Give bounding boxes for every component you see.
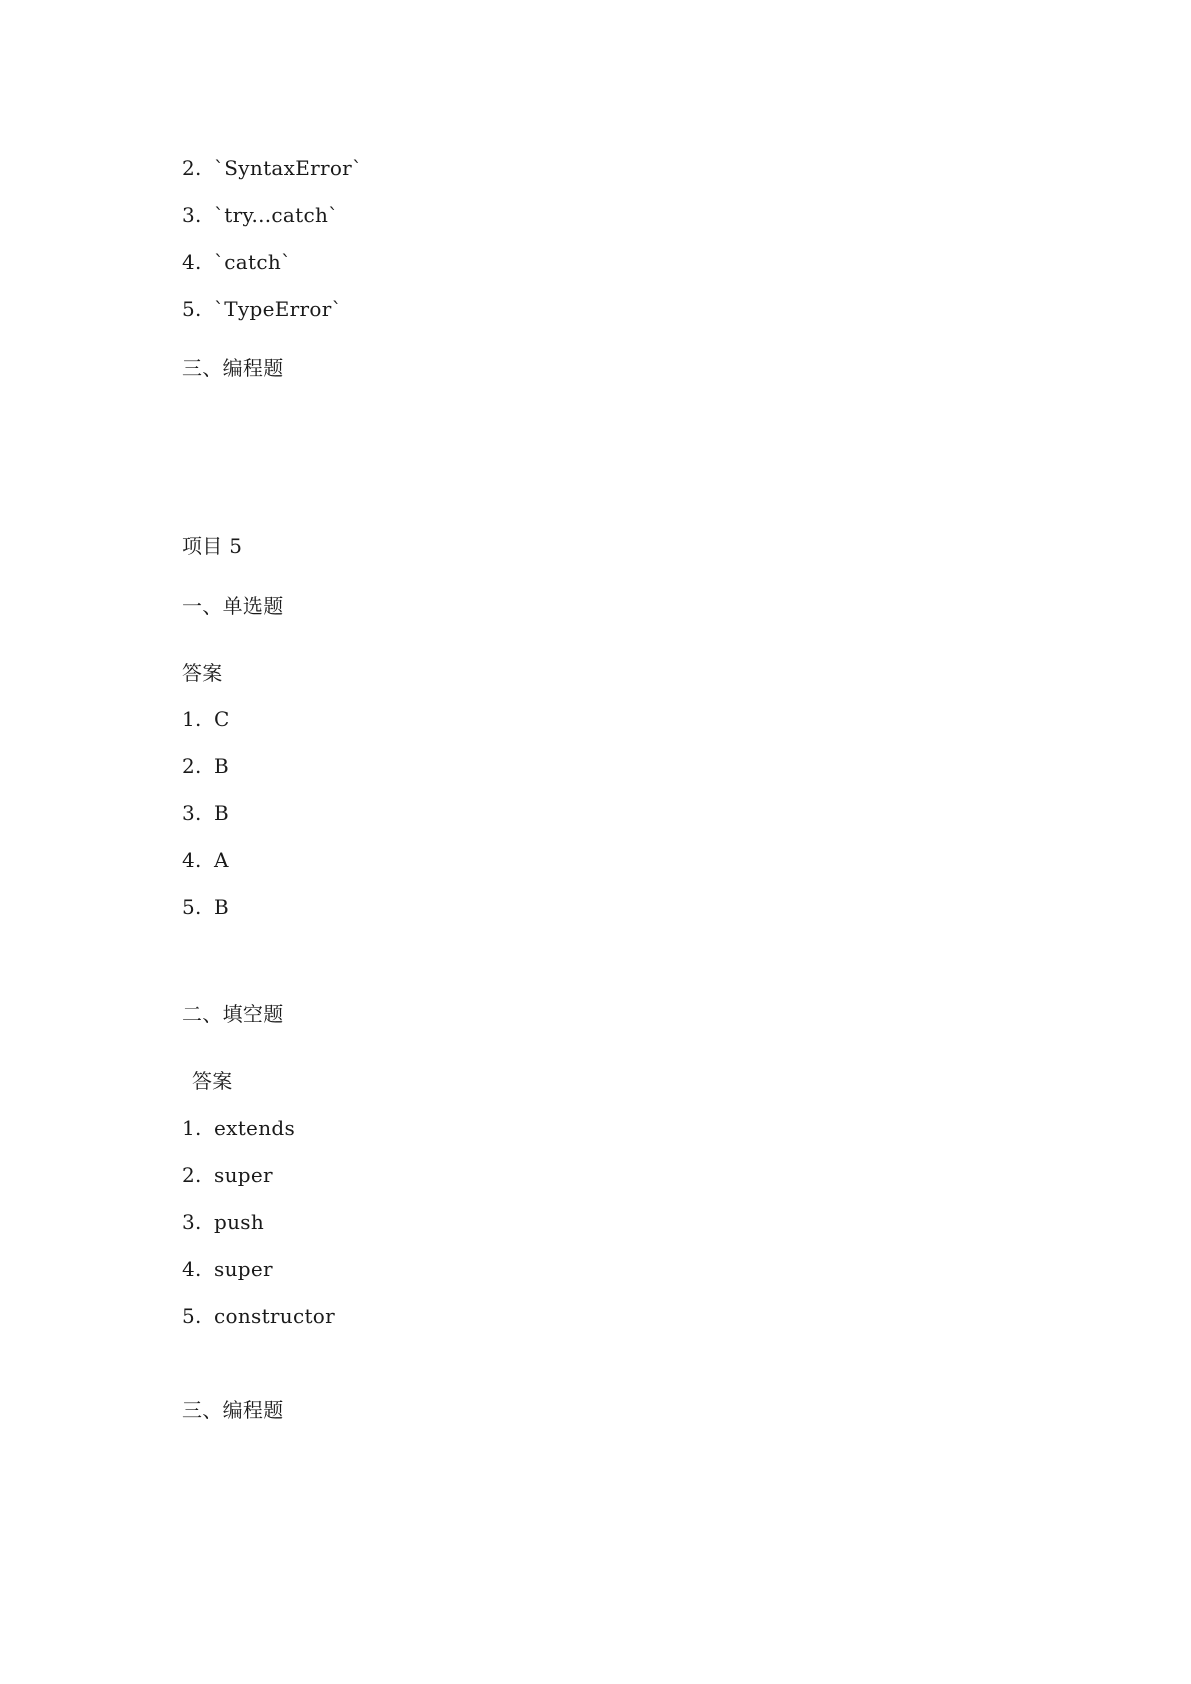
- item-text: A: [214, 848, 229, 872]
- item-number: 3.: [182, 203, 202, 227]
- list-item: [182, 895, 229, 919]
- list-item: [182, 1257, 273, 1281]
- item-text: push: [214, 1210, 265, 1234]
- list-item: [182, 707, 230, 731]
- item-number: 4.: [182, 250, 202, 274]
- list-item: [182, 250, 291, 274]
- item-text: `SyntaxError`: [214, 156, 363, 180]
- item-number: 1.: [182, 707, 202, 731]
- item-number: 2.: [182, 754, 202, 778]
- list-item: [182, 1210, 264, 1234]
- item-text: `try...catch`: [214, 203, 339, 227]
- section-heading-single-choice: 一、单选题: [182, 594, 284, 618]
- item-text: `TypeError`: [214, 297, 342, 321]
- section-heading-programming: 三、编程题: [182, 1398, 284, 1422]
- list-item: [182, 1116, 295, 1140]
- item-number: 5.: [182, 1304, 202, 1328]
- item-number: 5.: [182, 895, 202, 919]
- item-text: B: [214, 895, 229, 919]
- item-number: 2.: [182, 1163, 202, 1187]
- project-title: 项目 5: [182, 534, 243, 558]
- item-text: B: [214, 801, 229, 825]
- item-number: 4.: [182, 848, 202, 872]
- list-item: [182, 156, 362, 180]
- item-number: 3.: [182, 801, 202, 825]
- item-number: 2.: [182, 156, 202, 180]
- list-item: [182, 1304, 335, 1328]
- item-text: constructor: [214, 1304, 336, 1328]
- list-item: [182, 801, 229, 825]
- answer-label: 答案: [192, 1069, 233, 1093]
- item-text: super: [214, 1163, 273, 1187]
- item-number: 3.: [182, 1210, 202, 1234]
- item-number: 4.: [182, 1257, 202, 1281]
- item-number: 1.: [182, 1116, 202, 1140]
- list-item: [182, 848, 229, 872]
- list-item: [182, 203, 338, 227]
- item-text: B: [214, 754, 229, 778]
- item-text: extends: [214, 1116, 296, 1140]
- item-text: super: [214, 1257, 273, 1281]
- section-heading-fill-blank: 二、填空题: [182, 1002, 284, 1026]
- list-item: [182, 754, 229, 778]
- list-item: [182, 297, 342, 321]
- section-heading-programming-prev: 三、编程题: [182, 356, 284, 380]
- item-number: 5.: [182, 297, 202, 321]
- item-text: `catch`: [214, 250, 292, 274]
- list-item: [182, 1163, 273, 1187]
- answer-label: 答案: [182, 661, 223, 685]
- item-text: C: [214, 707, 230, 731]
